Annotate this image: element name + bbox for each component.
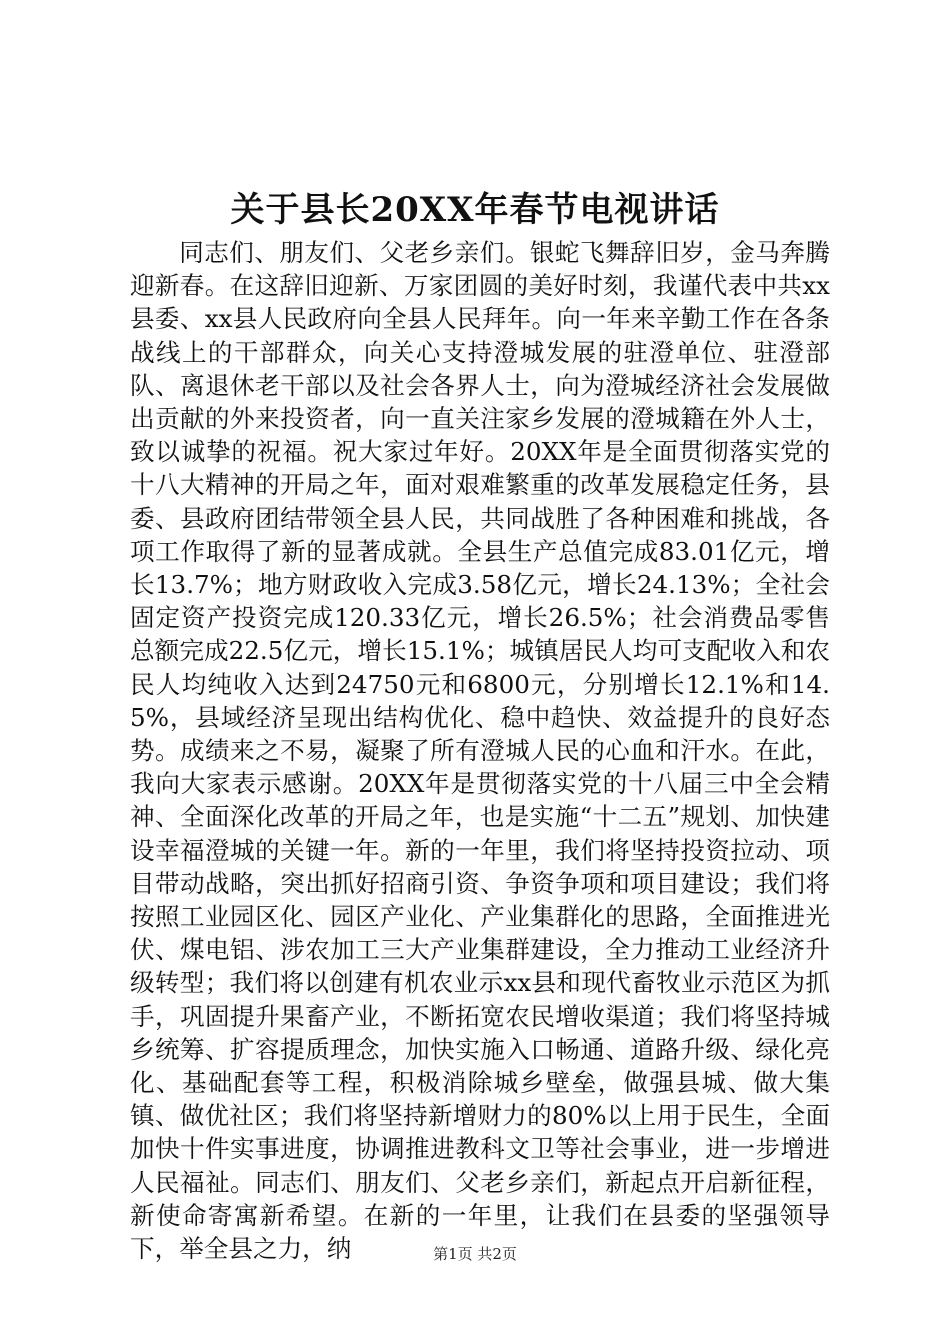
document-body-paragraph: 同志们、朋友们、父老乡亲们。银蛇飞舞辞旧岁，金马奔腾迎新春。在这辞旧迎新、万家团圆的美好时刻，我谨代表中共xx县委、xx县人民政府向全县人民拜年。向一年来辛勤工作在各条战线上的干部群众，向关心支持澄城发展的驻澄单位、驻澄部队、离退休老干部以及社会各界人士，向为澄城经济社会发展做出贡献的外来投资者，向一直关注家乡发展的澄城籍在外人士，致以诚挚的祝福。祝大家过年好。20XX年是全面贯彻落实党的十八大精神的开局之年，面对艰难繁重的改革发展稳定任务，县委、县政府团结带领全县人民，共同战胜了各种困难和挑战，各项工作取得了新的显著成就。全县生产总值完成83.01亿元，增长13.7%；地方财政收入完成3.58亿元，增长24.13%；全社会固定资产投资完成120.33亿元，增长26.5%；社会消费品零售总额完成22.5亿元，增长15.1%；城镇居民人均可支配收入和农民人均纯收入达到24750元和6800元，分别增长12.1%和14.5%，县域经济呈现出结构优化、稳中趋快、效益提升的良好态势。成绩来之不易，凝聚了所有澄城人民的心血和汗水。在此，我向大家表示感谢。20XX年是贯彻落实党的十八届三中全会精神、全面深化改革的开局之年，也是实施“十二五”规划、加快建设幸福澄城的关键一年。新的一年里，我们将坚持投资拉动、项目带动战略，突出抓好招商引资、争资争项和项目建设；我们将按照工业园区化、园区产业化、产业集群化的思路，全面推进光伏、煤电铝、涉农加工三大产业集群建设，全力推动工业经济升级转型；我们将以创建有机农业示xx县和现代畜牧业示范区为抓手，巩固提升果畜产业，不断拓宽农民增收渠道；我们将坚持城乡统筹、扩容提质理念，加快实施入口畅通、道路升级、绿化亮化、基础配套等工程，积极消除城乡壁垒，做强县城、做大集镇、做优社区；我们将坚持新增财力的80%以上用于民生，全面加快十件实事进度，协调推进教科文卫等社会事业，进一步增进人民福祉。同志们、朋友们、父老乡亲们，新起点开启新征程，新使命寄寓新希望。在新的一年里，让我们在县委的坚强领导下，举全县之力，纳 (130, 238, 830, 1264)
page-number-footer: 第1页 共2页 (433, 1245, 517, 1263)
document-title: 关于县长20XX年春节电视讲话 (230, 190, 720, 230)
